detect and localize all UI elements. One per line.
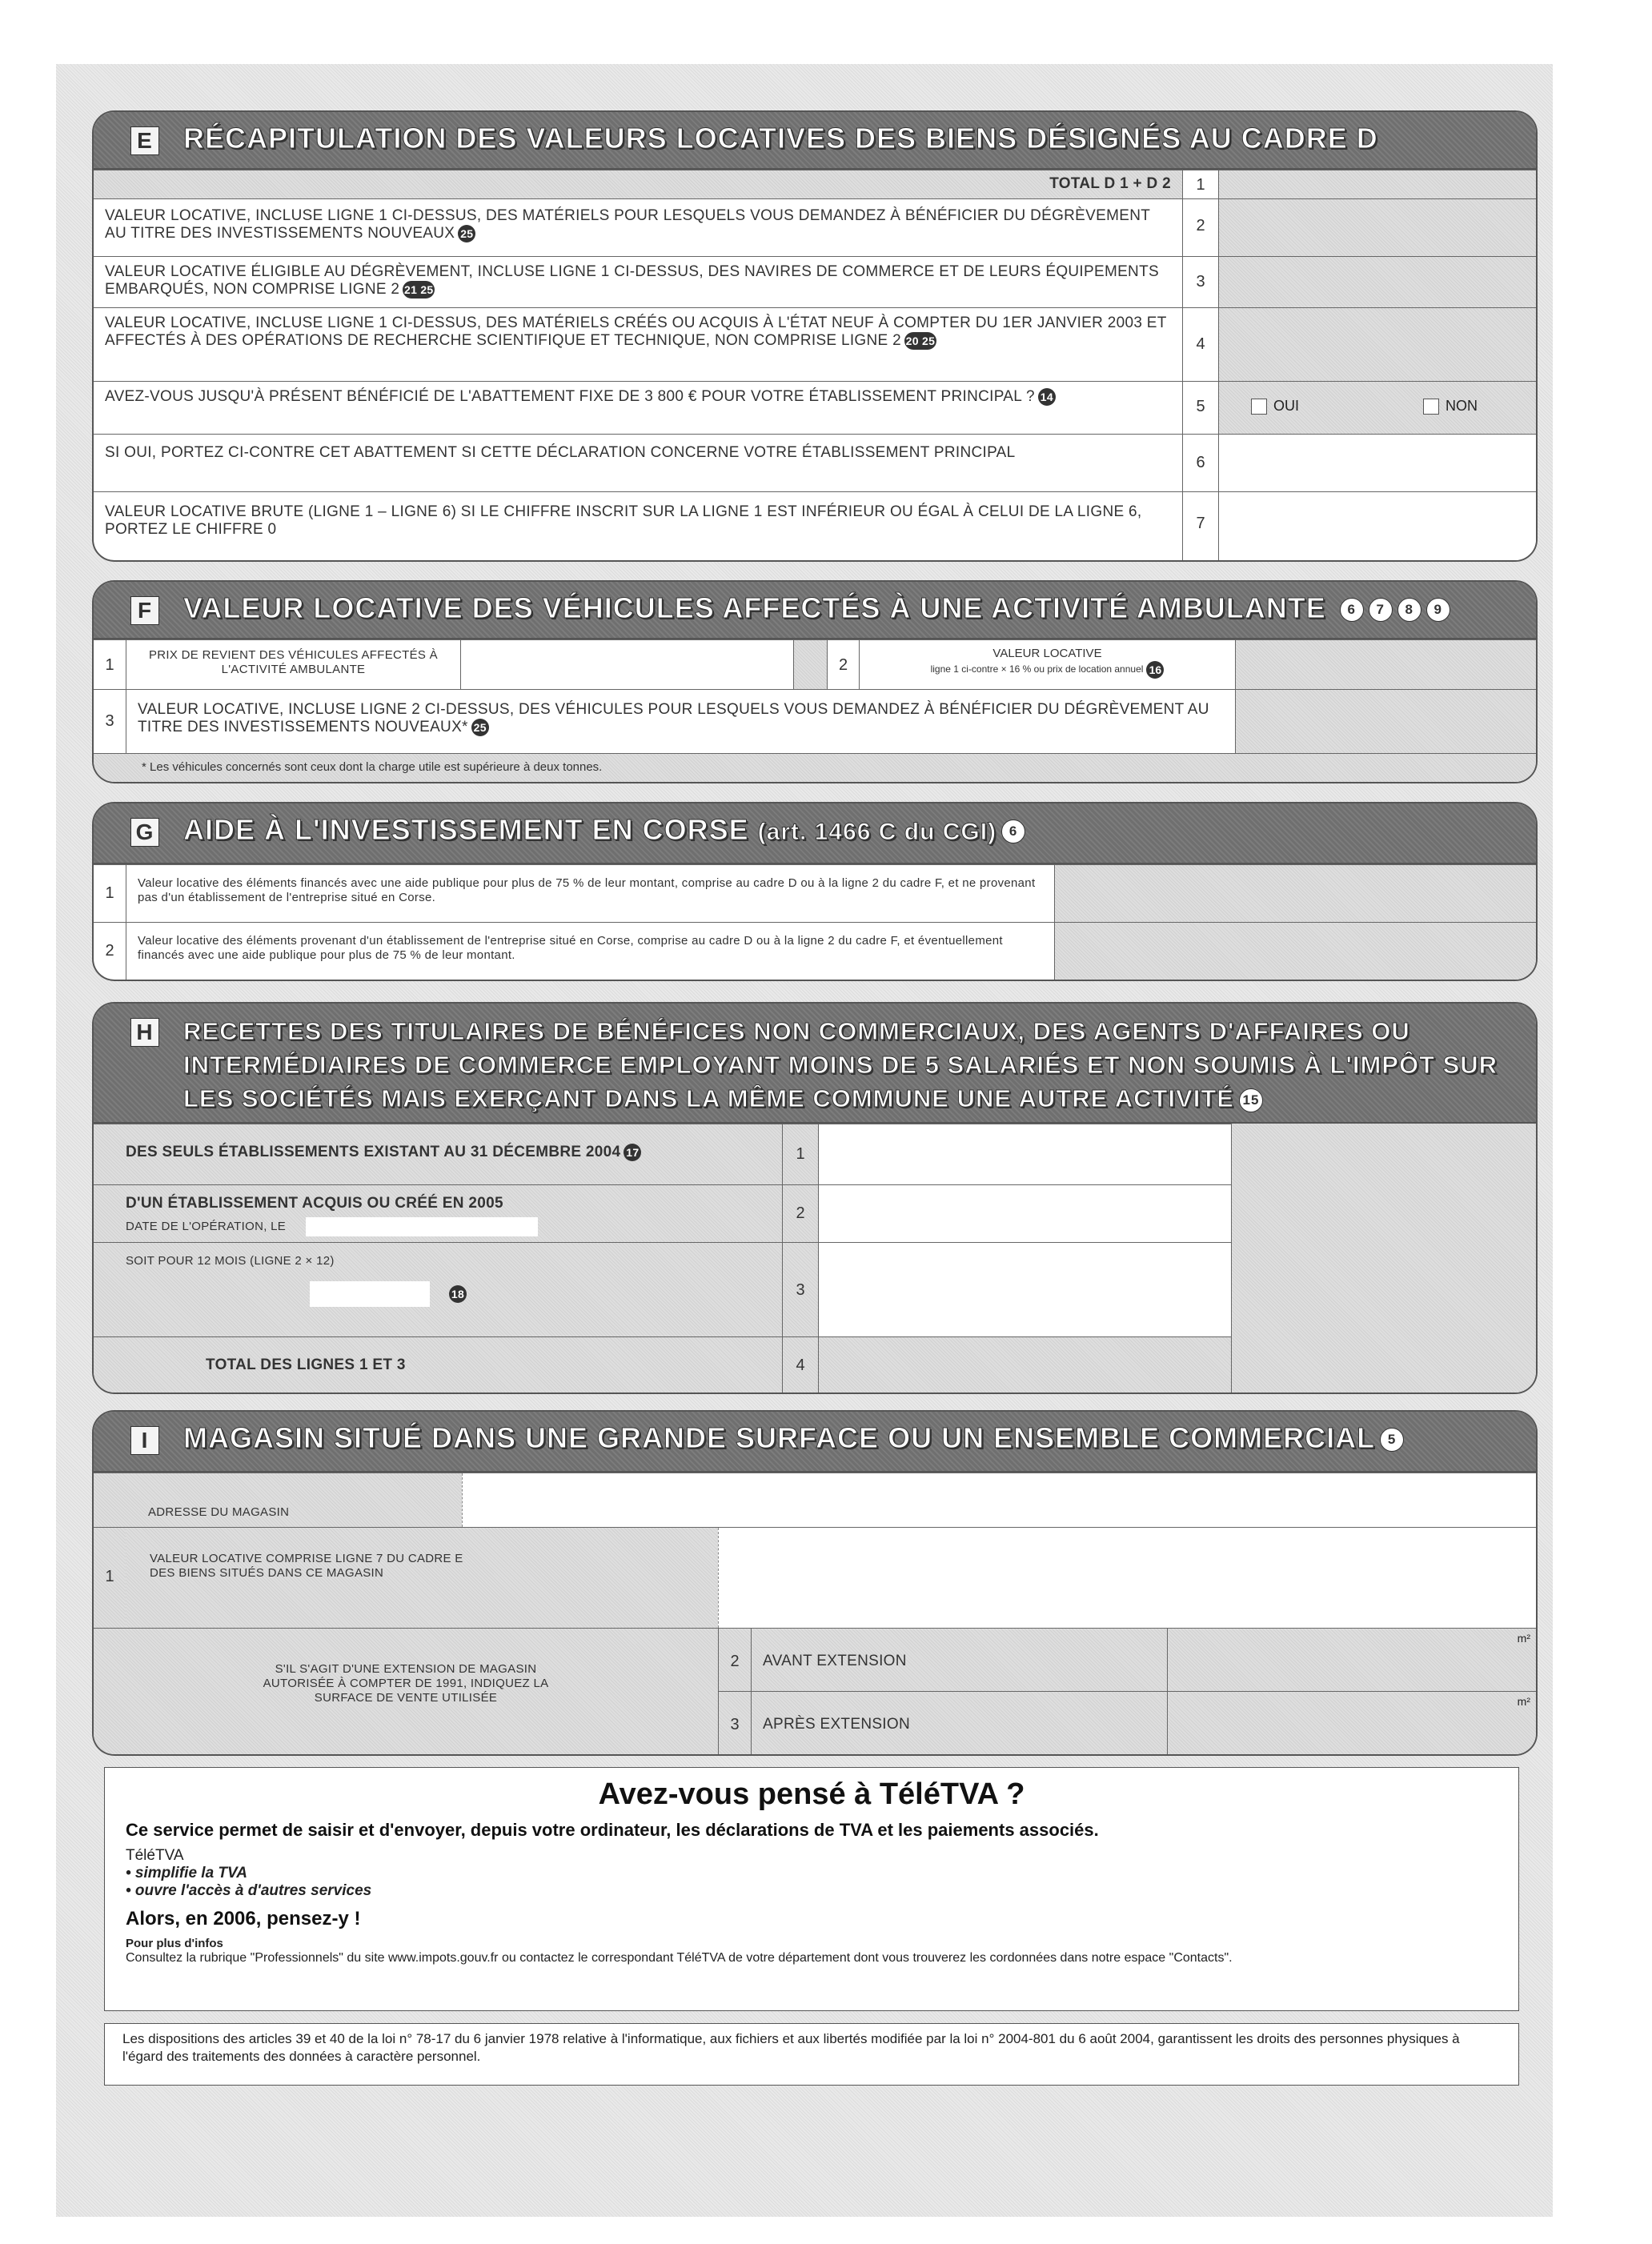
f-row-1-gap (793, 640, 827, 689)
h-row-4-field[interactable] (818, 1337, 1232, 1392)
e-row-3 (94, 256, 1536, 307)
section-g (92, 802, 1538, 981)
section-i (92, 1410, 1538, 1756)
e-row-2-field[interactable] (1218, 199, 1536, 256)
i-row-3-field[interactable] (1167, 1692, 1537, 1755)
f-footnote-text: * Les véhicules concernés sont ceux dont la charge utile est supérieure à deux tonnes. (142, 760, 603, 774)
section-i-title: MAGASIN SITUÉ DANS UNE GRANDE SURFACE OU UN ENSEMBLE COMMERCIAL 5 (183, 1421, 1404, 1455)
form-page (56, 64, 1553, 2217)
i-row-2-field[interactable] (1167, 1629, 1537, 1691)
g-row-1-label: Valeur locative des éléments financés avec une aide publique pour plus de 75 % de leur montant, comprise au cadre D ou à la ligne 2 du cadre F, et ne provenant pas d'un établissement de l'entreprise situé en Corse. (126, 865, 1054, 922)
teletva-box (104, 1767, 1519, 2011)
g-row-2-num: 2 (105, 942, 114, 960)
teletva-bullet-2: • ouvre l'accès à d'autres services (126, 1882, 372, 1899)
g-row-1-field[interactable] (1054, 865, 1536, 922)
h-row-1-num: 1 (782, 1124, 818, 1184)
e-row-2 (94, 198, 1536, 256)
teletva-call: Alors, en 2006, pensez-y ! (126, 1908, 361, 1929)
f-row-3 (94, 689, 1536, 753)
section-e-header (94, 112, 1536, 170)
f-row-1 (94, 639, 1536, 689)
e-row-3-label: VALEUR LOCATIVE ÉLIGIBLE AU DÉGRÈVEMENT, INCLUSE LIGNE 1 CI-DESSUS, DES NAVIRES DE COMMERCE ET DE LEURS ÉQUIPEMENTS EMBARQUÉS, NON COMPRISE LIGNE 2 21 25 (105, 263, 1159, 299)
note-icon: 6 (1340, 598, 1364, 622)
f-row-3-field[interactable] (1235, 690, 1536, 753)
teletva-info-text: Consultez la rubrique "Professionnels" du site www.impots.gouv.fr ou contactez le correspondant TéléTVA de votre département dont vous trouverez les cordonnées dans notre espace "Contacts". (126, 1951, 1233, 1965)
note-icon: 25 (471, 719, 489, 736)
i-extension-label: S'IL S'AGIT D'UNE EXTENSION DE MAGASIN AUTORISÉE À COMPTER DE 1991, INDIQUEZ LA SURFACE DE VENTE UTILISÉE (263, 1662, 549, 1705)
i-row-2-label: AVANT EXTENSION (751, 1629, 1167, 1691)
h-row-4-num: 4 (782, 1337, 818, 1392)
section-h-header (94, 1004, 1536, 1124)
section-h-title: RECETTES DES TITULAIRES DE BÉNÉFICES NON COMMERCIAUX, DES AGENTS D'AFFAIRES OU INTERMÉDIAIRES DE COMMERCE EMPLOYANT MOINS DE 5 SALARIÉS ET NON SOUMIS À L'IMPÔT SUR LES SOCIÉTÉS MAIS EXERÇANT DANS LA MÊME COMMUNE UNE AUTRE ACTIVITÉ 15 (183, 1017, 1498, 1112)
e-row-5-num: 5 (1182, 382, 1218, 434)
teletva-intro: Ce service permet de saisir et d'envoyer, depuis votre ordinateur, les déclarations de TVA et les paiements associés. (126, 1820, 1099, 1840)
i-row-3 (718, 1691, 1536, 1755)
i-row-1 (94, 1527, 1536, 1628)
e-row-6-num: 6 (1182, 435, 1218, 491)
section-e-title: RÉCAPITULATION DES VALEURS LOCATIVES DES BIENS DÉSIGNÉS AU CADRE D (183, 122, 1378, 154)
teletva-bullet-1: • simplifie la TVA (126, 1865, 247, 1881)
operation-date-field[interactable] (306, 1217, 538, 1236)
e-row-4 (94, 307, 1536, 381)
section-h (92, 1002, 1538, 1394)
h-row-1-field[interactable] (818, 1124, 1232, 1184)
e-row-1-num: 1 (1182, 170, 1218, 198)
i-row-1-field[interactable] (718, 1528, 1536, 1628)
e-row-6 (94, 434, 1536, 491)
h-row-3-label: SOIT POUR 12 MOIS (LIGNE 2 × 12) 18 (94, 1243, 782, 1336)
i-row-2-unit: m² (1517, 1632, 1530, 1645)
f-row-1-label: PRIX DE REVIENT DES VÉHICULES AFFECTÉS À L'ACTIVITÉ AMBULANTE (126, 640, 460, 689)
h-row-3-num: 3 (782, 1243, 818, 1336)
g-row-2 (94, 922, 1536, 980)
section-g-letter: G (130, 818, 159, 847)
note-icon: 20 25 (904, 332, 936, 350)
f-footnote (94, 753, 1536, 782)
section-g-header (94, 803, 1536, 864)
e-row-5-options (1218, 382, 1536, 434)
section-f-header (94, 582, 1536, 639)
f-row-3-label: VALEUR LOCATIVE, INCLUSE LIGNE 2 CI-DESSUS, DES VÉHICULES POUR LESQUELS VOUS DEMANDEZ À BÉNÉFICIER DU DÉGRÈVEMENT AU TITRE DES INVESTISSEMENTS NOUVEAUX* 25 (126, 690, 1235, 753)
section-g-title: AIDE À L'INVESTISSEMENT EN CORSE (art. 1466 C du CGI) 6 (183, 813, 1025, 847)
e-row-7-num: 7 (1182, 492, 1218, 560)
teletva-name: TéléTVA (126, 1847, 184, 1864)
e-row-1-label: TOTAL D 1 + D 2 (94, 170, 1182, 198)
e-row-6-field[interactable] (1218, 435, 1536, 491)
note-icon: 7 (1369, 598, 1393, 622)
g-row-2-label: Valeur locative des éléments provenant d'un établissement de l'entreprise situé en Corse, comprise au cadre D ou à la ligne 2 du cadre F, et éventuellement financés avec une aide publique pour plus de 75 % de leur montant. (126, 923, 1054, 980)
note-icon: 8 (1397, 598, 1421, 622)
e-row-6-label: SI OUI, PORTEZ CI-CONTRE CET ABATTEMENT SI CETTE DÉCLARATION CONCERNE VOTRE ÉTABLISSEMENT PRINCIPAL (105, 444, 1016, 461)
h-row-2-field[interactable] (818, 1185, 1232, 1242)
f-row-1-num: 1 (105, 656, 114, 674)
note-icon: 9 (1426, 598, 1450, 622)
h-row-2-num: 2 (782, 1185, 818, 1242)
non-label: NON (1446, 398, 1478, 414)
teletva-info-title: Pour plus d'infos (126, 1937, 223, 1950)
note-icon: 14 (1038, 388, 1056, 406)
f-row-2-field[interactable] (1235, 640, 1536, 689)
i-address-row (94, 1473, 1536, 1527)
i-extension-rows (94, 1628, 1536, 1754)
f-row-2-label: VALEUR LOCATIVE ligne 1 ci-contre × 16 % ou prix de location annuel 16 (859, 640, 1235, 689)
h-row-1-label: DES SEULS ÉTABLISSEMENTS EXISTANT AU 31 DÉCEMBRE 2004 17 (94, 1124, 782, 1184)
e-row-7-label: VALEUR LOCATIVE BRUTE (LIGNE 1 – LIGNE 6) SI LE CHIFFRE INSCRIT SUR LA LIGNE 1 EST INFÉRIEUR OU ÉGAL À CELUI DE LA LIGNE 6, PORTEZ LE CHIFFRE 0 (105, 503, 1142, 538)
e-row-4-field[interactable] (1218, 308, 1536, 381)
i-row-1-num: 1 (94, 1528, 126, 1628)
e-row-4-label: VALEUR LOCATIVE, INCLUSE LIGNE 1 CI-DESSUS, DES MATÉRIELS CRÉÉS OU ACQUIS À L'ÉTAT NEUF À COMPTER DU 1ER JANVIER 2003 ET AFFECTÉS À DES OPÉRATIONS DE RECHERCHE SCIENTIFIQUE ET TECHNIQUE, NON COMPRISE LIGNE 2 20 25 (105, 315, 1167, 350)
legal-notice: Les dispositions des articles 39 et 40 de la loi n° 78-17 du 6 janvier 1978 relative à l'informatique, aux fichiers et aux libertés modifiée par la loi n° 2004-801 du 6 août 2004, garantissent les droits des personnes physiques à l'égard des traitements des données à caractère personnel. (104, 2023, 1519, 2086)
f-row-2-num: 2 (827, 640, 859, 689)
i-address-label: ADRESSE DU MAGASIN (94, 1473, 462, 1527)
twelve-months-field[interactable] (310, 1281, 430, 1307)
i-address-field[interactable] (462, 1473, 1536, 1527)
f-row-1-field[interactable] (460, 640, 793, 689)
section-f (92, 580, 1538, 783)
oui-label: OUI (1273, 398, 1300, 414)
i-row-3-unit: m² (1517, 1695, 1530, 1708)
e-row-5 (94, 381, 1536, 434)
note-icon: 21 25 (403, 281, 435, 299)
i-row-3-label: APRÈS EXTENSION (751, 1692, 1167, 1755)
g-row-1-num: 1 (105, 884, 114, 902)
i-row-2 (718, 1629, 1536, 1691)
e-row-2-label: VALEUR LOCATIVE, INCLUSE LIGNE 1 CI-DESSUS, DES MATÉRIELS POUR LESQUELS VOUS DEMANDEZ À BÉNÉFICIER DU DÉGRÈVEMENT AU TITRE DES INVESTISSEMENTS NOUVEAUX 25 (105, 207, 1150, 242)
section-i-header (94, 1412, 1536, 1473)
note-icon: 17 (624, 1144, 641, 1161)
section-h-letter: H (130, 1018, 159, 1047)
section-i-letter: I (130, 1426, 159, 1455)
section-f-letter: F (130, 596, 159, 625)
e-row-3-num: 3 (1182, 257, 1218, 307)
e-row-5-label: AVEZ-VOUS JUSQU'À PRÉSENT BÉNÉFICIÉ DE L'ABATTEMENT FIXE DE 3 800 € POUR VOTRE ÉTABLISSEMENT PRINCIPAL ? 14 (94, 382, 1182, 434)
h-row-4-label: TOTAL DES LIGNES 1 ET 3 (94, 1337, 782, 1392)
note-icon: 6 (1001, 819, 1025, 844)
note-icon: 18 (449, 1285, 467, 1303)
h-row-2-label: D'UN ÉTABLISSEMENT ACQUIS OU CRÉÉ EN 2005 DATE DE L'OPÉRATION, LE (94, 1185, 782, 1242)
i-row-1-label: VALEUR LOCATIVE COMPRISE LIGNE 7 DU CADRE E DES BIENS SITUÉS DANS CE MAGASIN (126, 1528, 718, 1628)
note-icon: 15 (1239, 1088, 1263, 1112)
e-row-2-num: 2 (1182, 199, 1218, 256)
e-row-1 (94, 170, 1536, 198)
note-icon: 5 (1380, 1428, 1404, 1452)
e-row-4-num: 4 (1182, 308, 1218, 381)
e-row-3-field[interactable] (1218, 257, 1536, 307)
h-row-3-field[interactable] (818, 1243, 1232, 1336)
g-row-2-field[interactable] (1054, 923, 1536, 980)
e-row-7-field[interactable] (1218, 492, 1536, 560)
oui-checkbox[interactable] (1251, 399, 1267, 415)
i-row-3-num: 3 (730, 1716, 740, 1733)
f-row-3-num: 3 (105, 712, 114, 730)
h-right-margin (1232, 1124, 1536, 1392)
g-row-1 (94, 864, 1536, 922)
non-checkbox[interactable] (1423, 399, 1439, 415)
section-e (92, 110, 1538, 562)
note-icon: 25 (458, 225, 475, 242)
i-row-2-num: 2 (730, 1653, 740, 1670)
section-e-letter: E (130, 126, 159, 155)
note-icon: 16 (1146, 661, 1164, 679)
e-row-7 (94, 491, 1536, 560)
section-f-title: VALEUR LOCATIVE DES VÉHICULES AFFECTÉS À UNE ACTIVITÉ AMBULANTE 6 7 8 9 (183, 591, 1450, 625)
teletva-headline: Avez-vous pensé à TéléTVA ? (598, 1777, 1025, 1811)
e-row-1-field[interactable] (1218, 170, 1536, 198)
